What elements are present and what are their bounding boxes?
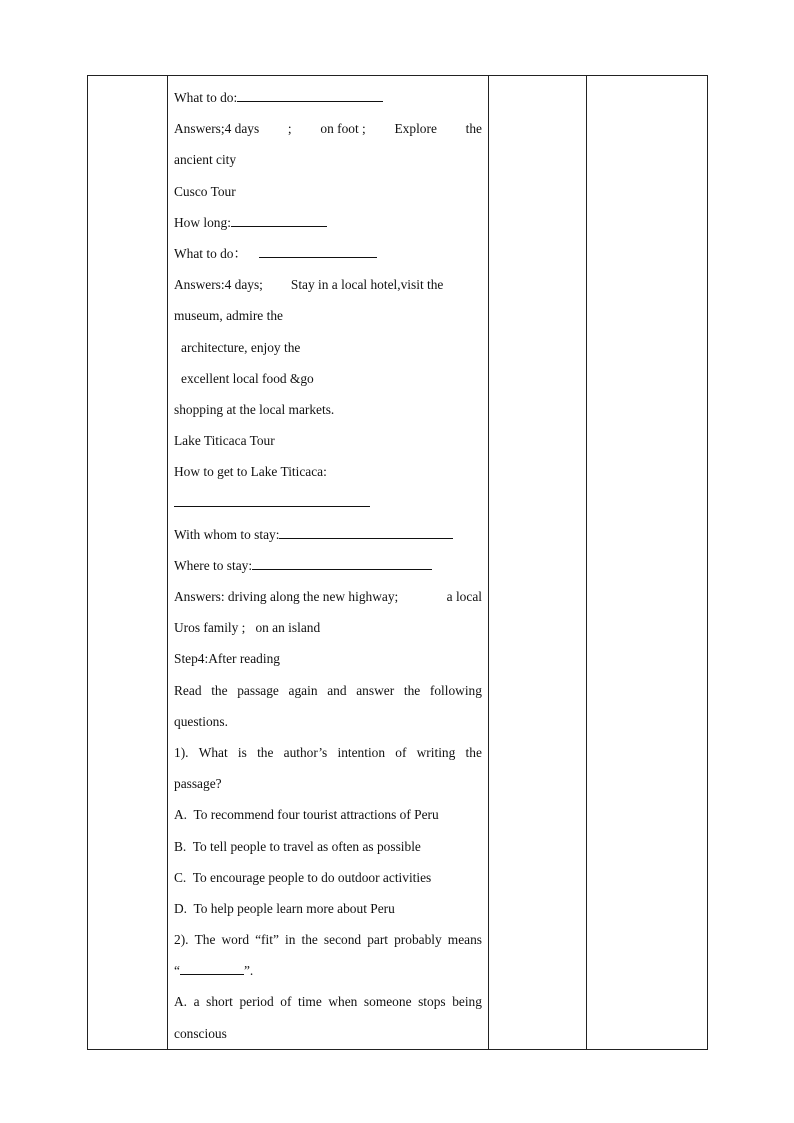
text-line: museum, admire the [174,308,283,324]
answer-blank [174,491,370,507]
with-whom-label: With whom to stay: [174,526,280,542]
word: when [328,994,358,1010]
word: probably [394,932,442,948]
word: on foot ; [320,121,366,137]
left-column-cell [88,76,168,1050]
text-line: architecture, enjoy the [181,339,301,355]
word: intention [337,744,386,760]
word: Answers;4 days [174,121,260,137]
answer-blank [279,523,453,539]
word: passage [237,682,279,698]
text-line [174,581,482,612]
text-line: Uros family ; on an island [174,620,321,636]
word: means [447,932,482,948]
text-line: conscious [174,1025,227,1041]
word: Read [174,682,202,698]
word: author’s [283,744,328,760]
how-long-label: How long: [174,214,231,230]
option-b: B. To tell people to travel as often as possible [174,838,421,854]
fourth-column-cell [587,76,708,1050]
text-line: excellent local food &go [181,370,314,386]
table-row [88,76,708,1050]
word: of [280,994,292,1010]
word: word [221,932,250,948]
answer-blank [180,959,244,975]
word: the [465,121,482,137]
word: second [323,932,362,948]
word: writing [416,744,456,760]
word: and [327,682,347,698]
text-line [174,955,482,986]
option-a: A. To recommend four tourist attractions of Peru [174,807,439,823]
text-line [174,487,482,518]
word: Explore [394,121,437,137]
text-line: passage? [174,776,222,792]
word: time [297,994,322,1010]
text-line [174,113,482,144]
text-line: shopping at the local markets. [174,401,335,417]
text-line [174,519,482,550]
what-to-do-label: What to do: [174,90,238,105]
text-line [174,207,482,238]
third-column-cell [489,76,587,1050]
word: a local [446,589,482,604]
word: someone [363,994,412,1010]
word: stops [418,994,446,1010]
word: answer [356,682,395,698]
word: A. [174,994,188,1010]
quote-close: ”. [243,963,254,979]
tour-heading: Cusco Tour [174,183,236,199]
text-line [174,550,482,581]
word: 2). [174,932,189,948]
word: short [206,994,233,1010]
word: The [194,932,216,948]
text-line: How to get to Lake Titicaca: [174,464,327,480]
lesson-content [168,76,488,1049]
word: Stay in a local hotel,visit the [290,277,444,293]
word: is [237,744,247,760]
question-line [174,737,482,768]
text-line [174,82,482,113]
text-line: questions. [174,713,228,729]
answer-blank [252,554,432,570]
text-line: ancient city [174,152,237,168]
word: ; [287,121,292,137]
word: 1). [174,744,189,760]
word: following [429,682,482,698]
word: the [257,744,274,760]
tour-heading: Lake Titicaca Tour [174,433,275,449]
what-to-do-label: What to do： [174,245,247,261]
word: Answers: driving along the new highway; [174,589,399,604]
word: the [211,682,228,698]
word: period [239,994,274,1010]
text-line [174,675,482,706]
where-to-stay-label: Where to stay: [174,557,253,573]
word: in [284,932,296,948]
quote-open: “ [174,963,180,979]
word: What [198,744,228,760]
word: the [465,744,482,760]
content-cell [168,76,489,1050]
word: the [403,682,421,698]
step-heading: Step4:After reading [174,651,280,667]
word: part [367,932,389,948]
answer-blank [231,211,327,227]
answer-blank [259,242,377,258]
word: Answers:4 days; [174,277,263,293]
option-a [174,986,482,1017]
word: a [193,994,200,1010]
word: of [395,744,407,760]
lesson-plan-table [87,75,708,1050]
option-d: D. To help people learn more about Peru [174,900,395,916]
text-line [174,238,482,269]
word: the [301,932,318,948]
answer-blank [237,86,383,102]
text-line [174,269,482,300]
word: being [452,994,482,1010]
word: again [288,682,318,698]
word: “fit” [255,932,279,948]
option-c: C. To encourage people to do outdoor activities [174,869,432,885]
question-line [174,924,482,955]
